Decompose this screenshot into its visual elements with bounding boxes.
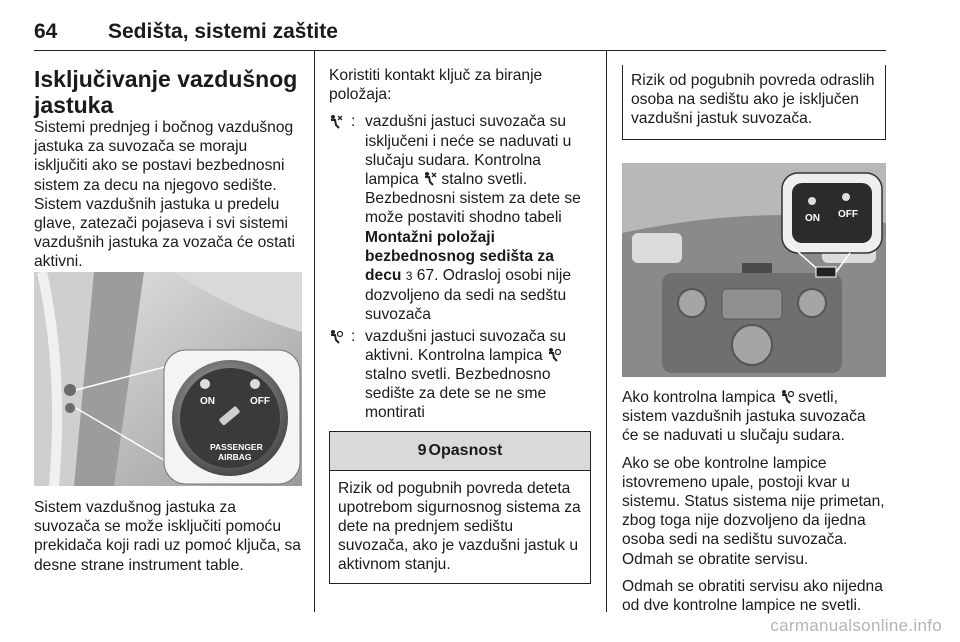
indicator-label-on: ON (805, 213, 820, 224)
switch-label-passenger: PASSENGER (210, 442, 263, 452)
airbag-on-icon (780, 389, 794, 404)
warning-continuation-box (622, 65, 886, 140)
warning-header (330, 432, 590, 471)
position-item-on (329, 327, 591, 423)
fault-paragraph: Ako se obe kontrolne lampice istovremeno upale, postoji kvar u sistemu. Status sistema nije primetan, zbog toga nije dozvoljeno da ijedna osoba sedi na sedištu suvozača. Odmah se obratite servisu. (622, 454, 885, 568)
warning-box (329, 431, 591, 584)
column-divider (606, 50, 607, 612)
warning-body: Rizik od pogubnih povreda deteta upotrebom sigurnosnog sistema za dete na prednjem sedištu suvozača, ako je vazdušni jastuk u aktivnom stanju. (338, 479, 581, 574)
service-paragraph: Odmah se obratiti servisu ako nijedna od dve kontrolne lampice ne svetli. (622, 577, 883, 615)
indicator-paragraph: Ako kontrolna lampica svetli, sistem vazdušnih jastuka suvozača će se naduvati u slučaju sudara. (622, 389, 866, 445)
item-colon: : (351, 327, 356, 345)
figure-caption-block (34, 498, 302, 583)
column-middle (329, 66, 591, 584)
airbag-on-icon (329, 327, 351, 423)
warning-triangle-icon: 9 (417, 442, 427, 460)
item-colon: : (351, 113, 356, 131)
figure-caption: Sistem vazdušnog jastuka za suvozača se može isključiti pomoću prekidača koji radi uz pomoć ključa, sa desne strane instrument table. (34, 499, 301, 574)
chapter-title: Sedišta, sistemi zaštite (108, 20, 338, 43)
warning-title: Opasnost (428, 442, 503, 460)
item-text: vazdušni jastuci suvozača su aktivni. Kontrolna lampica (365, 327, 567, 364)
item-text: stalno svetli. Bezbednosni sistem za dete se može postaviti shodno tabeli (365, 171, 581, 227)
page-number: 64 (34, 20, 58, 43)
airbag-switch-figure (34, 272, 302, 486)
column-divider (314, 50, 315, 612)
reference-arrow-icon: 3 (405, 269, 413, 284)
intro-paragraph: Sistemi prednjeg i bočnog vazdušnog jastuka za suvozača se moraju isključiti ako se postavi bezbednosni sistem za decu na njegovo sedište. Sistem vazdušnih jastuka u predelu glave, zatezači pojaseva i svi sistemi vazdušnih jastuka za vozača će ostati aktivni. (34, 119, 295, 271)
switch-label-airbag: AIRBAG (218, 452, 252, 462)
airbag-off-icon (423, 171, 437, 186)
column-left (34, 66, 302, 280)
table-reference: Montažni položaji bezbednosnog sedišta za decu (365, 228, 554, 285)
airbag-on-icon (547, 347, 561, 362)
switch-label-on: ON (200, 396, 215, 407)
column-right (622, 66, 886, 140)
warning-continuation-text: Rizik od pogubnih povreda odraslih osoba na sedištu ako je isključen vazdušni jastuk suvozača. (631, 72, 875, 128)
position-item-off (329, 112, 591, 324)
page-header (34, 10, 886, 51)
lead-paragraph: Koristiti kontakt ključ za biranje položaja: (329, 67, 543, 104)
section-heading: Isključivanje vazdušnog jastuka (34, 66, 298, 118)
column-right-text (622, 388, 886, 623)
indicator-label-off: OFF (838, 209, 858, 220)
item-text: stalno svetli. Bezbednosno sedište za dete se ne sme montirati (365, 366, 551, 422)
item-text: vazdušni jastuci suvozača su isključeni i neće se naduvati u slučaju sudara. Kontrolna lampica (365, 113, 572, 189)
watermark: carmanualsonline.info (770, 616, 942, 635)
airbag-off-icon (329, 112, 351, 324)
dashboard-indicator-figure (622, 163, 886, 377)
switch-label-off: OFF (250, 396, 270, 407)
item-text: 67. Odrasloj osobi nije dozvoljeno da sedi na sedštu suvozača (365, 267, 572, 324)
